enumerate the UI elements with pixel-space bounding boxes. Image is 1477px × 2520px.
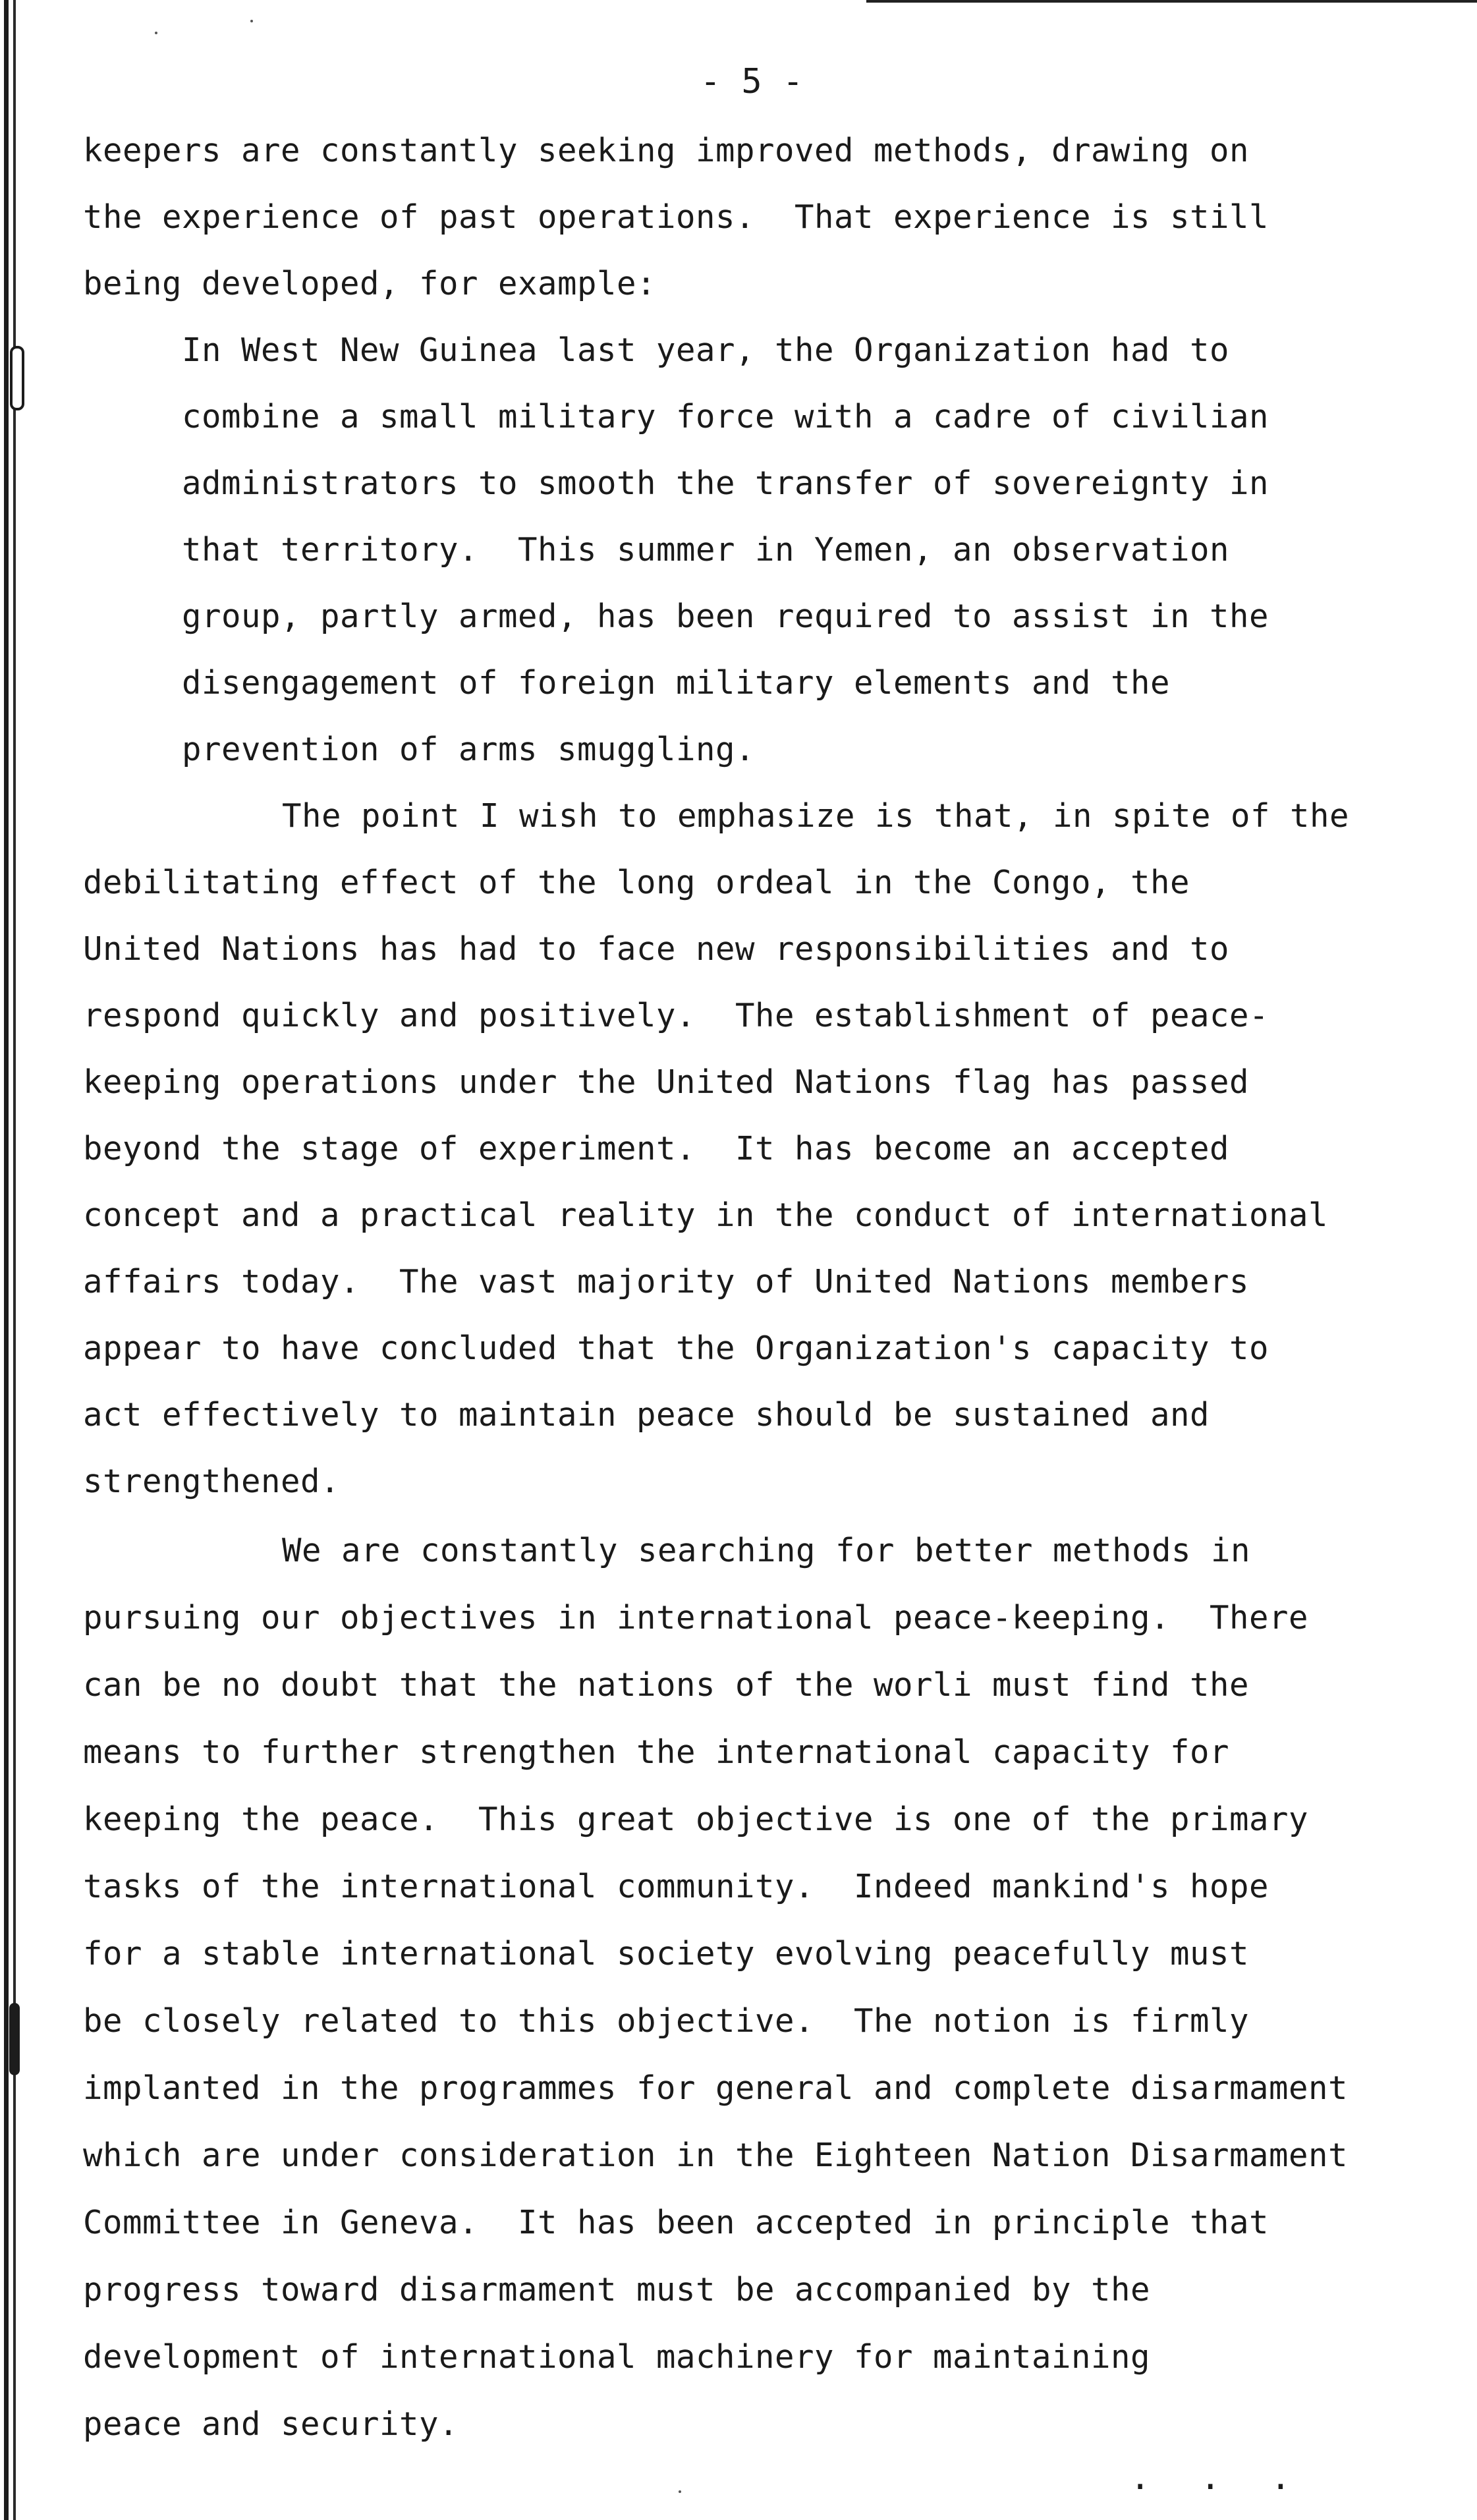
text-line: concept and a practical reality in the conduct of international xyxy=(83,1196,1329,1234)
text-line: affairs today. The vast majority of United Nations members xyxy=(83,1263,1250,1301)
page-number: - 5 - xyxy=(700,62,804,101)
text-line: implanted in the programmes for general and complete disarmament xyxy=(83,2069,1349,2107)
text-line: means to further strengthen the international capacity for xyxy=(83,1733,1230,1771)
text-line: respond quickly and positively. The establishment of peace- xyxy=(83,997,1269,1034)
text-line: debilitating effect of the long ordeal in the Congo, the xyxy=(83,864,1190,901)
text-line: United Nations has had to face new responsibilities and to xyxy=(83,930,1230,968)
scan-edge-rule xyxy=(866,0,1477,3)
text-line: being developed, for example: xyxy=(83,265,657,302)
text-line: appear to have concluded that the Organization's capacity to xyxy=(83,1330,1269,1367)
text-line: act effectively to maintain peace should be sustained and xyxy=(83,1396,1210,1434)
text-line: keeping the peace. This great objective is one of the primary xyxy=(83,1801,1309,1838)
text-line: beyond the stage of experiment. It has become an accepted xyxy=(83,1130,1230,1167)
text-line: pursuing our objectives in international peace-keeping. There xyxy=(83,1599,1309,1637)
text-line: which are under consideration in the Eighteen Nation Disarmament xyxy=(83,2137,1349,2174)
text-line: for a stable international society evolving peacefully must xyxy=(83,1935,1250,1973)
text-line: the experience of past operations. That experience is still xyxy=(83,198,1269,236)
binding-notch xyxy=(9,2003,20,2075)
text-line: tasks of the international community. Indeed mankind's hope xyxy=(83,1868,1269,1905)
text-line: Committee in Geneva. It has been accepted in principle that xyxy=(83,2204,1269,2241)
scan-speck xyxy=(155,32,157,34)
text-line: prevention of arms smuggling. xyxy=(182,731,756,768)
binding-notch xyxy=(10,346,24,410)
text-line: disengagement of foreign military elements and the xyxy=(182,664,1171,702)
text-line: We are constantly searching for better methods in xyxy=(282,1532,1251,1569)
text-line: peace and security. xyxy=(83,2405,459,2443)
text-line: be closely related to this objective. The notion is firmly xyxy=(83,2002,1250,2040)
text-line: The point I wish to emphasize is that, in spite of the xyxy=(282,797,1350,835)
text-line: keepers are constantly seeking improved methods, drawing on xyxy=(83,132,1250,169)
text-line: can be no doubt that the nations of the worli must find the xyxy=(83,1666,1250,1704)
scan-speck xyxy=(250,20,253,22)
text-line: keeping operations under the United Nations flag has passed xyxy=(83,1063,1250,1101)
text-line: strengthened. xyxy=(83,1463,341,1500)
text-line: In West New Guinea last year, the Organization had to xyxy=(182,331,1230,369)
binding-edge-line xyxy=(4,0,9,2520)
text-line: progress toward disarmament must be accompanied by the xyxy=(83,2271,1151,2309)
text-line: administrators to smooth the transfer of sovereignty in xyxy=(182,464,1269,502)
text-line: development of international machinery for maintaining xyxy=(83,2338,1151,2376)
scan-speck xyxy=(679,2490,681,2493)
text-line: that territory. This summer in Yemen, an observation xyxy=(182,531,1230,569)
text-line: group, partly armed, has been required to assist in the xyxy=(182,598,1269,635)
continuation-marker: . . . xyxy=(1130,2458,1306,2498)
text-line: combine a small military force with a cadre of civilian xyxy=(182,398,1269,435)
